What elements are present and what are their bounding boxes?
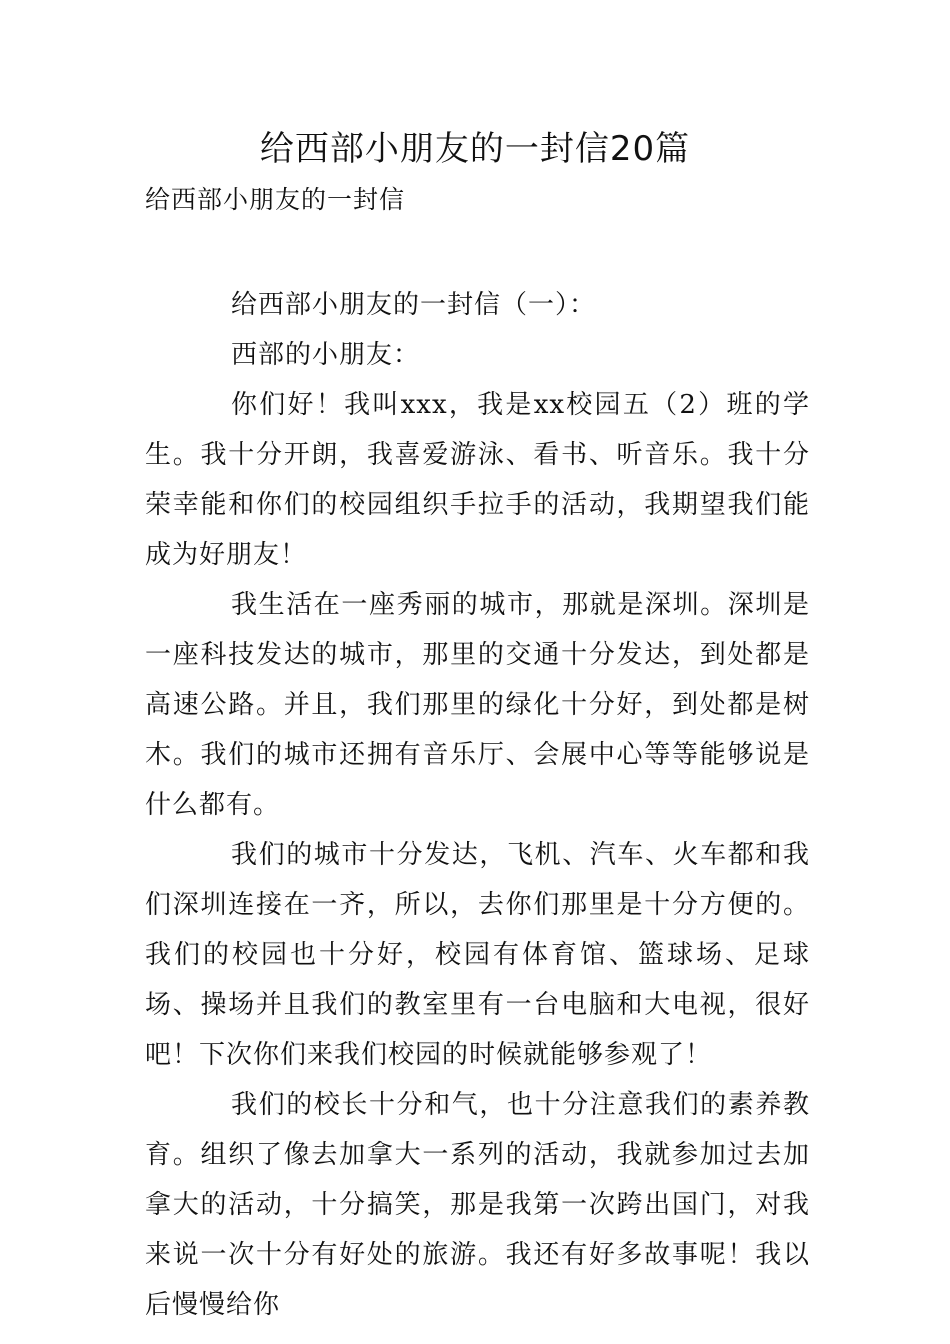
document-subtitle: 给西部小朋友的一封信 — [145, 185, 406, 214]
paragraph-school: 我们的城市十分发达，飞机、汽车、火车都和我们深圳连接在一齐，所以，去你们那里是十分方便的。我们的校园也十分好，校园有体育馆、篮球场、足球场、操场并且我们的教室里有一台电脑和大电视，很好吧！下次你们来我们校园的时候就能够参观了！ — [145, 840, 810, 1070]
document-title: 给西部小朋友的一封信20篇 — [259, 129, 691, 169]
paragraph-principal: 我们的校长十分和气，也十分注意我们的素养教育。组织了像去加拿大一系列的活动，我就参加过去加拿大的活动，十分搞笑，那是我第一次跨出国门，对我来说一次十分有好处的旅游。我还有好多故事呢！我以后慢慢给你 — [145, 1090, 810, 1320]
paragraph-city: 我生活在一座秀丽的城市，那就是深圳。深圳是一座科技发达的城市，那里的交通十分发达，到处都是高速公路。并且，我们那里的绿化十分好，到处都是树木。我们的城市还拥有音乐厅、会展中心等等能够说是什么都有。 — [145, 590, 810, 820]
letter-heading: 给西部小朋友的一封信（一）： — [231, 290, 597, 320]
paragraph-introduction: 你们好！我叫xxx，我是xx校园五（2）班的学生。我十分开朗，我喜爱游泳、看书、听音乐。我十分荣幸能和你们的校园组织手拉手的活动，我期望我们能成为好朋友！ — [145, 390, 810, 570]
letter-salutation: 西部的小朋友： — [231, 340, 421, 370]
letter-body — [145, 280, 810, 1330]
